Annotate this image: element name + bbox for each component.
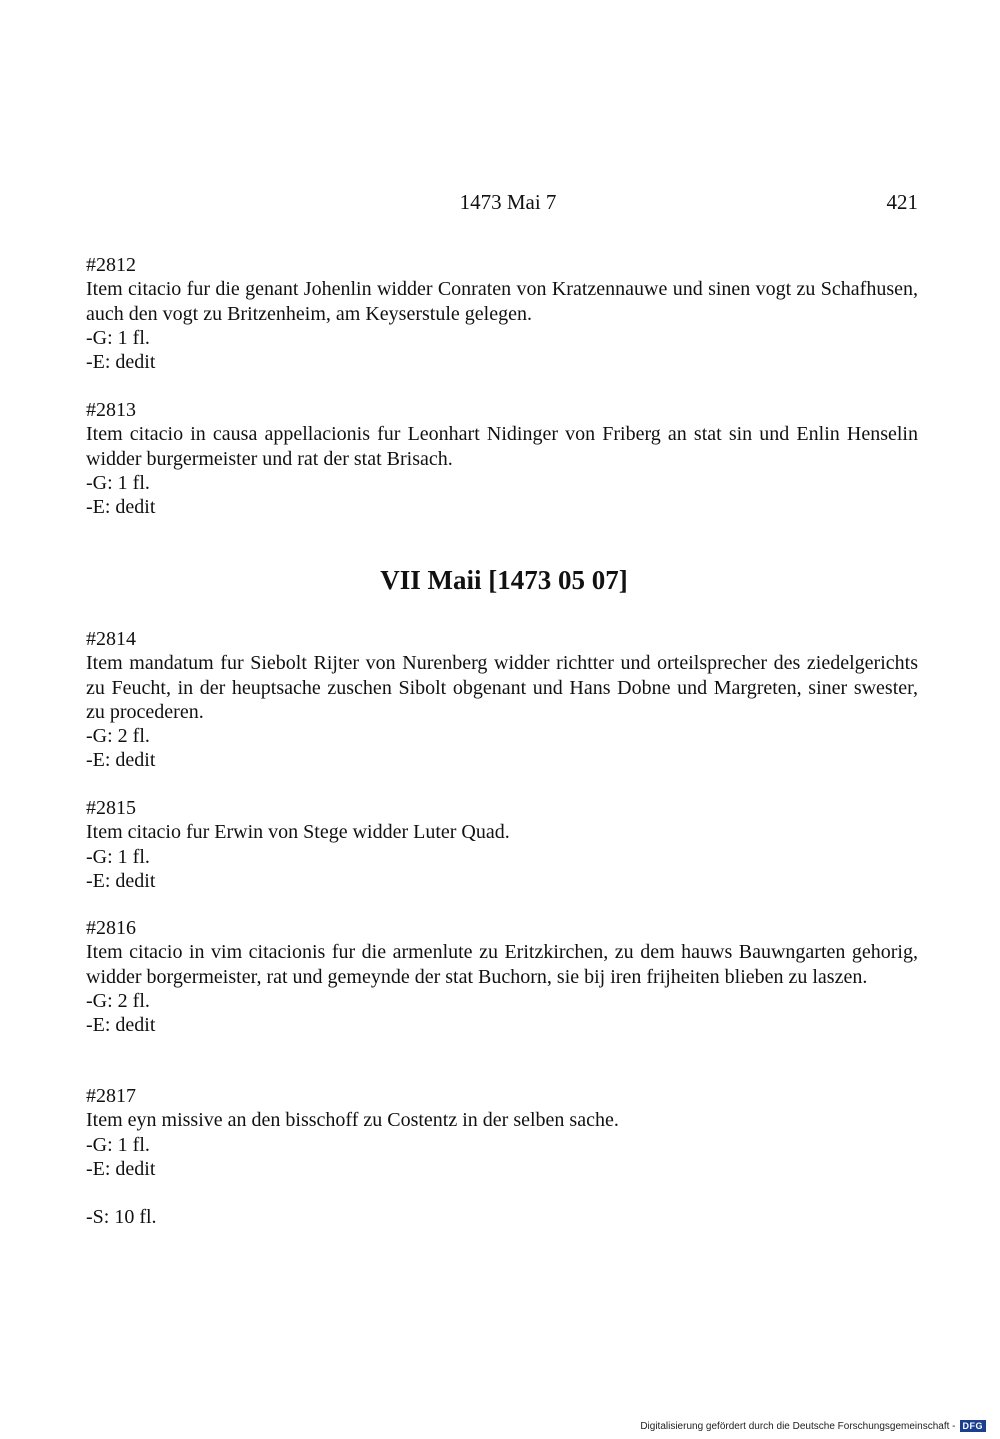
- entry-status: -E: dedit: [86, 869, 156, 892]
- entry-2813: [86, 398, 918, 519]
- entry-fee: -G: 1 fl.: [86, 326, 150, 349]
- entry-fee: -G: 2 fl.: [86, 989, 150, 1012]
- entry-id: #2815: [86, 797, 136, 819]
- entry-2817: [86, 1084, 918, 1181]
- entry-id: #2814: [86, 628, 136, 650]
- entry-2812: [86, 253, 918, 374]
- entry-status: -E: dedit: [86, 496, 156, 519]
- entry-id: #2813: [86, 399, 136, 421]
- entry-text: Item eyn missive an den bisschoff zu Costentz in der selben sache.: [86, 1109, 619, 1132]
- entry-status: -E: dedit: [86, 1014, 156, 1037]
- entry-text: Item citacio in causa appellacionis fur Leonhart Nidinger von Friberg an stat sin und Enlin Henselin widder burgermeister und rat der stat Brisach.: [86, 423, 918, 470]
- entry-status: -E: dedit: [86, 749, 156, 772]
- day-heading: VII Maii [1473 05 07]: [380, 565, 628, 595]
- footer-credit: [640, 1420, 986, 1432]
- entry-text: Item citacio fur die genant Johenlin widder Conraten von Kratzennauwe und sinen vogt zu Schafhusen, auch den vogt zu Britzenheim, am Keyserstule gelegen.: [86, 278, 918, 325]
- entry-id: #2816: [86, 917, 136, 939]
- entry-fee: -G: 1 fl.: [86, 845, 150, 868]
- dfg-logo: DFG: [960, 1420, 987, 1432]
- entry-status: -E: dedit: [86, 1157, 156, 1180]
- footer-credit-text: Digitalisierung gefördert durch die Deutsche Forschungsgemeinschaft -: [640, 1420, 956, 1432]
- entry-2814: [86, 627, 918, 773]
- running-title: 1473 Mai 7: [459, 190, 557, 214]
- entry-2815: [86, 796, 918, 893]
- entry-id: #2817: [86, 1085, 136, 1107]
- page-number: 421: [886, 190, 918, 214]
- running-head: [86, 190, 918, 220]
- entry-fee: -G: 2 fl.: [86, 725, 150, 748]
- entry-fee: -G: 1 fl.: [86, 471, 150, 494]
- entry-id: #2812: [86, 254, 136, 276]
- sum-total: -S: 10 fl.: [86, 1206, 157, 1228]
- entry-text: Item mandatum fur Siebolt Rijter von Nurenberg widder richtter und orteilsprecher des ziedelgerichts zu Feucht, in der heuptsache zuschen Sibolt obgenant und Hans Dobne und Margreten, siner swester, zu procederen.: [86, 652, 918, 723]
- entry-text: Item citacio in vim citacionis fur die armenlute zu Eritzkirchen, zu dem hauws Bauwngarten gehorig, widder borgermeister, rat und gemeynde der stat Buchorn, sie bij iren frijheiten blieben zu laszen.: [86, 941, 918, 988]
- entry-2816: [86, 916, 918, 1037]
- entry-status: -E: dedit: [86, 351, 156, 374]
- entry-fee: -G: 1 fl.: [86, 1133, 150, 1156]
- entry-text: Item citacio fur Erwin von Stege widder Luter Quad.: [86, 821, 510, 844]
